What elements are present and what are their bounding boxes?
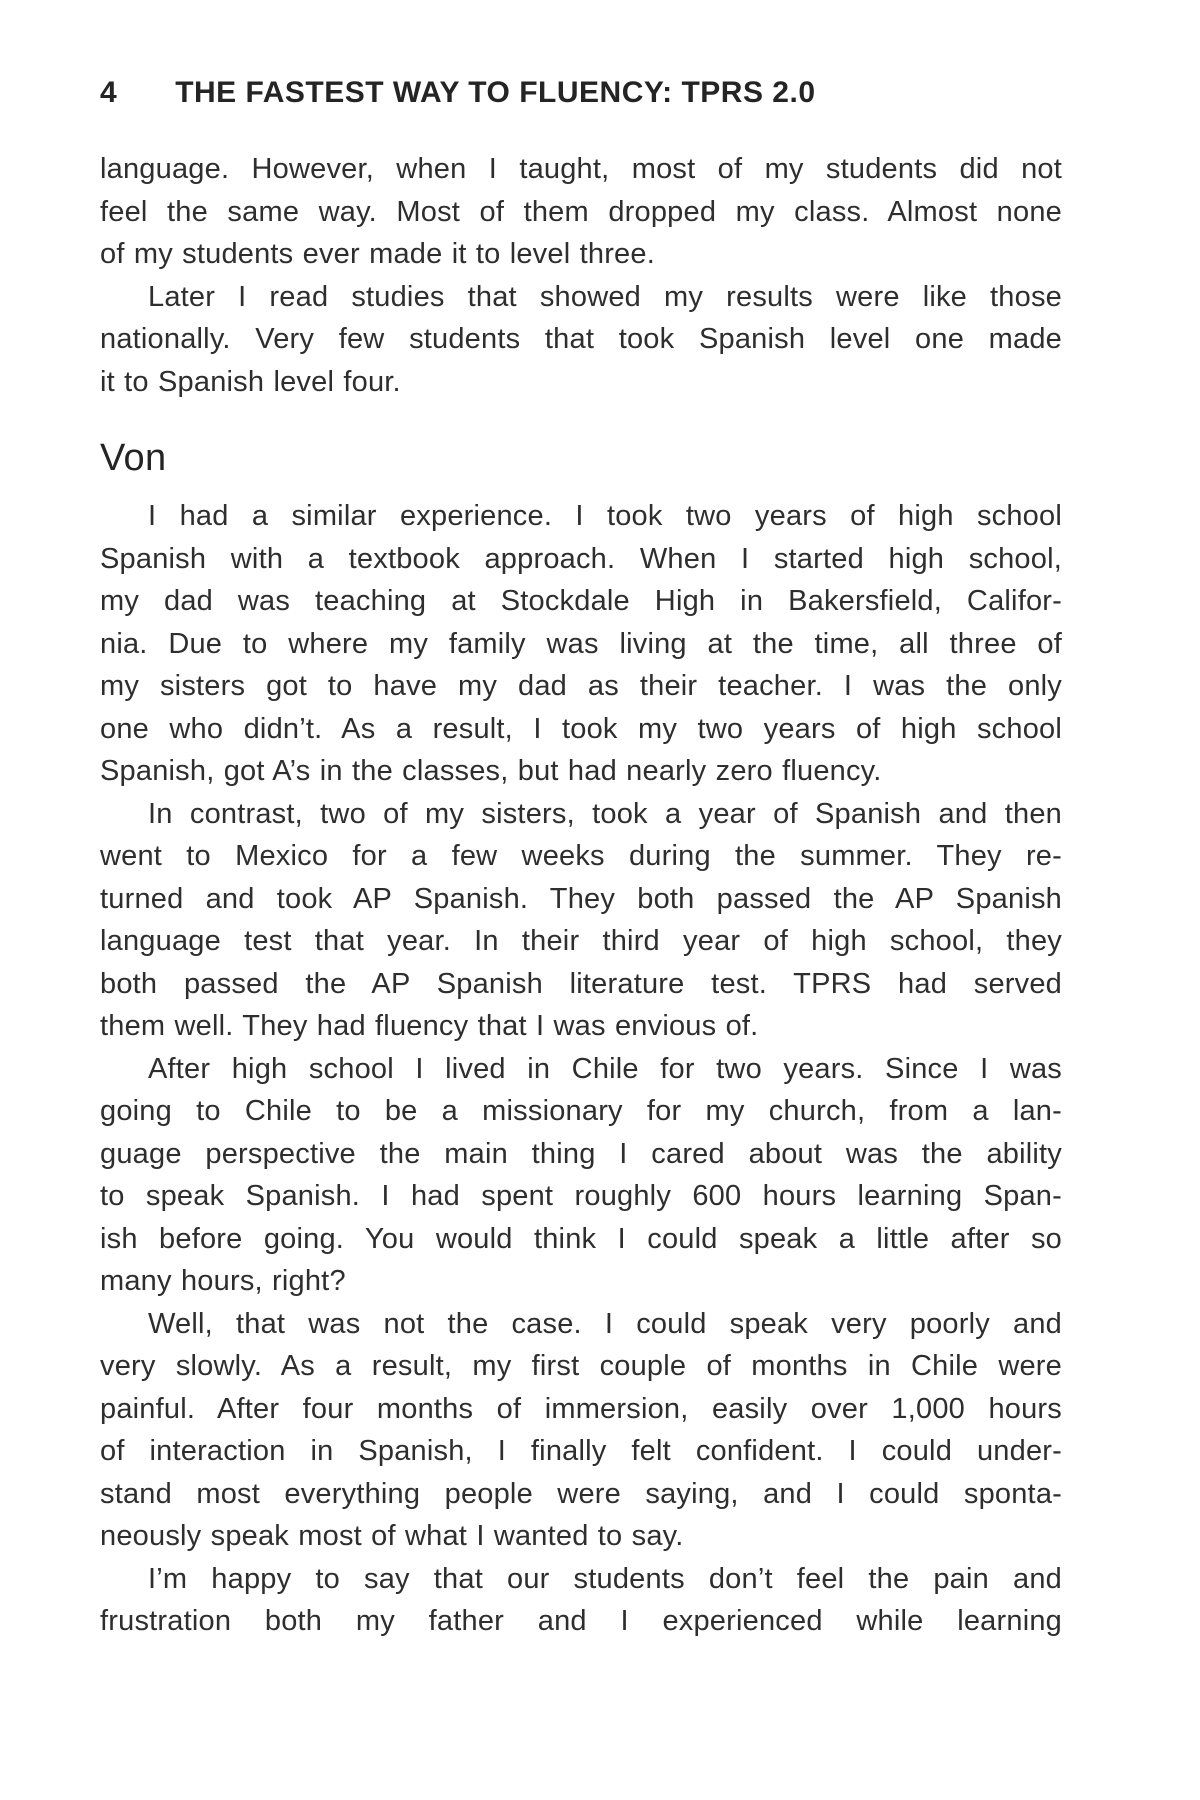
- text-line: Spanish, got A’s in the classes, but had nearly zero fluency.: [100, 755, 882, 787]
- page-header: [100, 78, 1062, 108]
- paragraph: [100, 495, 1062, 793]
- text-line: nia. Due to where my family was living at the time, all three of: [100, 627, 1062, 660]
- text-line: of my students ever made it to level three.: [100, 238, 655, 270]
- paragraph: [100, 1048, 1062, 1303]
- running-title: THE FASTEST WAY TO FLUENCY: TPRS 2.0: [175, 76, 816, 109]
- text-line: Later I read studies that showed my results were like those: [148, 280, 1062, 313]
- section-heading: Von: [100, 437, 167, 479]
- text-line: them well. They had fluency that I was envious of.: [100, 1010, 759, 1042]
- page-number: 4: [100, 76, 118, 109]
- page-body: [100, 148, 1062, 1643]
- text-line: I’m happy to say that our students don’t feel the pain and: [148, 1562, 1062, 1595]
- text-line: nationally. Very few students that took Spanish level one made: [100, 323, 1062, 355]
- text-line: language. However, when I taught, most of my students did not: [100, 153, 1062, 185]
- text-line: one who didn’t. As a result, I took my two years of high school: [100, 712, 1062, 745]
- text-line: both passed the AP Spanish literature test. TPRS had served: [100, 967, 1062, 1000]
- text-line: my dad was teaching at Stockdale High in Bakersfield, Califor-: [100, 585, 1062, 617]
- text-line: turned and took AP Spanish. They both passed the AP Spanish: [100, 882, 1062, 915]
- text-line: I had a similar experience. I took two years of high school: [148, 500, 1062, 532]
- text-line: After high school I lived in Chile for two years. Since I was: [148, 1052, 1062, 1085]
- text-line: many hours, right?: [100, 1265, 346, 1297]
- text-line: going to Chile to be a missionary for my church, from a lan-: [100, 1095, 1062, 1127]
- text-line: language test that year. In their third year of high school, they: [100, 925, 1062, 957]
- text-line: guage perspective the main thing I cared about was the ability: [100, 1137, 1062, 1170]
- paragraph: [100, 1558, 1062, 1643]
- paragraph: [100, 793, 1062, 1048]
- text-line: Well, that was not the case. I could speak very poorly and: [148, 1307, 1062, 1340]
- paragraph: [100, 276, 1062, 404]
- text-line: painful. After four months of immersion, easily over 1,000 hours: [100, 1392, 1062, 1425]
- text-line: went to Mexico for a few weeks during the summer. They re-: [100, 840, 1062, 872]
- paragraph: [100, 1303, 1062, 1558]
- text-line: to speak Spanish. I had spent roughly 600 hours learning Span-: [100, 1180, 1062, 1212]
- text-line: very slowly. As a result, my first couple of months in Chile were: [100, 1350, 1062, 1382]
- text-line: Spanish with a textbook approach. When I started high school,: [100, 542, 1062, 575]
- text-line: it to Spanish level four.: [100, 365, 401, 398]
- text-line: neously speak most of what I wanted to say.: [100, 1520, 684, 1552]
- text-line: stand most everything people were saying, and I could sponta-: [100, 1477, 1062, 1510]
- paragraph: [100, 148, 1062, 276]
- text-line: In contrast, two of my sisters, took a year of Spanish and then: [148, 797, 1062, 830]
- text-line: of interaction in Spanish, I finally felt confident. I could under-: [100, 1435, 1062, 1467]
- text-line: ish before going. You would think I could speak a little after so: [100, 1222, 1062, 1255]
- text-line: feel the same way. Most of them dropped my class. Almost none: [100, 195, 1062, 228]
- text-line: my sisters got to have my dad as their teacher. I was the only: [100, 670, 1062, 702]
- text-line: frustration both my father and I experienced while learning: [100, 1605, 1062, 1637]
